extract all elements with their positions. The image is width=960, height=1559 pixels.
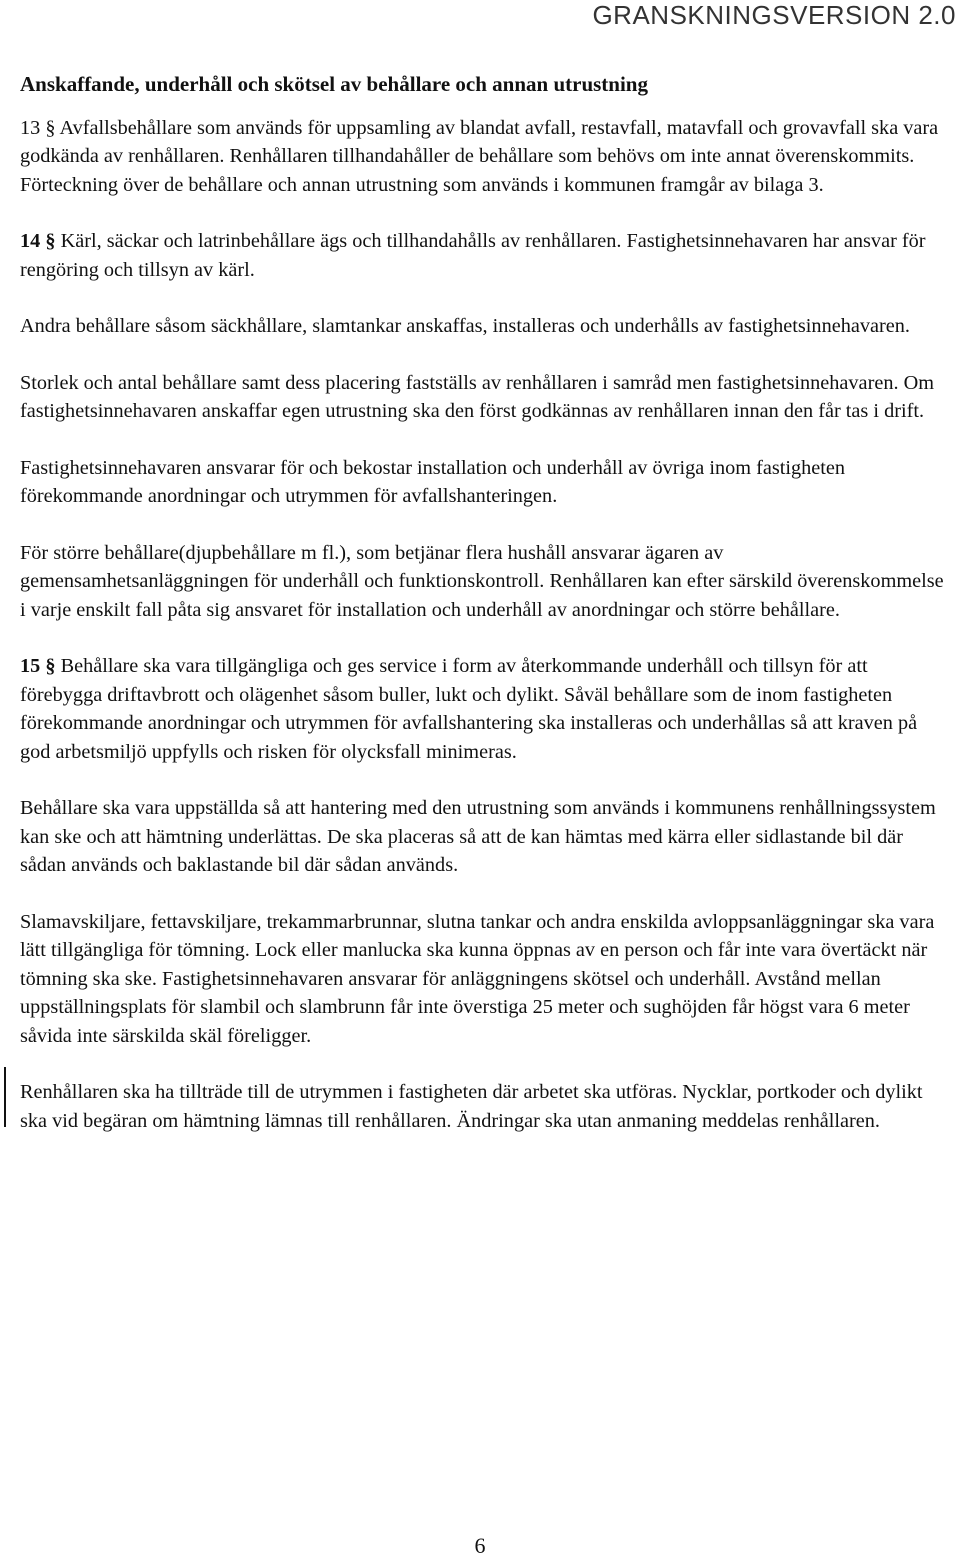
page-number: 6 xyxy=(474,1533,486,1558)
section-symbol: § xyxy=(45,230,56,252)
revision-change-bar xyxy=(4,1067,6,1127)
paragraph: För större behållare(djupbehållare m fl.), som betjänar flera hushåll ansvarar ägaren av gemensamhetsanläggningen för underhåll och funktionskontroll. Renhållaren kan efter särskild överenskommelse i varje enskilt fall påta sig ansvaret för installation och underhåll av anordningar och större behållare. xyxy=(20,541,944,621)
version-header: GRANSKNINGSVERSION 2.0 xyxy=(592,0,956,30)
section-symbol: § xyxy=(45,655,56,677)
section-heading: Anskaffande, underhåll och skötsel av behållare och annan utrustning xyxy=(20,72,648,96)
paragraph-15 xyxy=(20,652,950,766)
document-body xyxy=(20,70,950,1163)
paragraph: Storlek och antal behållare samt dess placering fastställs av renhållaren i samråd men fastighetsinnehavaren. Om fastighetsinnehavaren anskaffar egen utrustning ska den först godkännas av renhållaren innan den får tas i drift. xyxy=(20,371,935,422)
section-symbol: § xyxy=(45,116,56,139)
paragraph: Renhållaren ska ha tillträde till de utrymmen i fastigheten där arbetet ska utföras. Nycklar, portkoder och dylikt ska vid begäran om hämtning lämnas till renhållaren. Ändringar ska utan anmaning meddelas renhållaren. xyxy=(20,1081,923,1132)
paragraph: Slamavskiljare, fettavskiljare, trekammarbrunnar, slutna tankar och andra enskilda avloppsanläggningar ska vara lätt tillgängliga för tömning. Lock eller manlucka ska kunna öppnas av en person och får inte vara övertäckt när tömning ska ske. Fastighetsinnehavaren ansvarar för anläggningens skötsel och underhåll. Avstånd mellan uppställningsplats för slambil och slambrunn får inte överstiga 25 meter och sughöjden får högst vara 6 meter såvida inte särskilda skäl föreligger. xyxy=(20,910,935,1047)
paragraph-14 xyxy=(20,227,950,284)
paragraph: Behållare ska vara uppställda så att hantering med den utrustning som används i kommunens renhållningssystem kan ske och att hämtning underlättas. De ska placeras så att de kan hämtas med kärra eller sidlastande bil där sådan används och baklastande bil där sådan används. xyxy=(20,797,936,876)
paragraph: Andra behållare såsom säckhållare, slamtankar anskaffas, installeras och underhålls av fastighetsinnehavaren. xyxy=(20,315,910,337)
paragraph-text: Kärl, säckar och latrinbehållare ägs och tillhandahålls av renhållaren. Fastighetsinnehavaren har ansvar för rengöring och tillsyn av kärl. xyxy=(20,230,926,281)
paragraph-number: 15 xyxy=(20,655,41,677)
paragraph-13 xyxy=(20,114,950,200)
paragraph-number: 13 xyxy=(20,116,41,139)
paragraph-text: Behållare ska vara tillgängliga och ges service i form av återkommande underhåll och tillsyn för att förebygga driftavbrott och olägenhet såsom buller, lukt och dylikt. Såväl behållare som de inom fastigheten förekommande anordningar och utrymmen för avfallshantering ska installeras och underhållas så att kraven på god arbetsmiljö uppfylls och risken för olycksfall minimeras. xyxy=(20,655,918,763)
paragraph: Fastighetsinnehavaren ansvarar för och bekostar installation och underhåll av övriga inom fastigheten förekommande anordningar och utrymmen för avfallshanteringen. xyxy=(20,456,846,507)
paragraph-text: Avfallsbehållare som används för uppsamling av blandat avfall, restavfall, matavfall och grovavfall ska vara godkända av renhållaren. Renhållaren tillhandahåller de behållare som behövs om inte annat överenskommits. Förteckning över de behållare och annan utrustning som används i kommunen framgår av bilaga 3. xyxy=(20,116,939,196)
paragraph-number: 14 xyxy=(20,230,41,252)
